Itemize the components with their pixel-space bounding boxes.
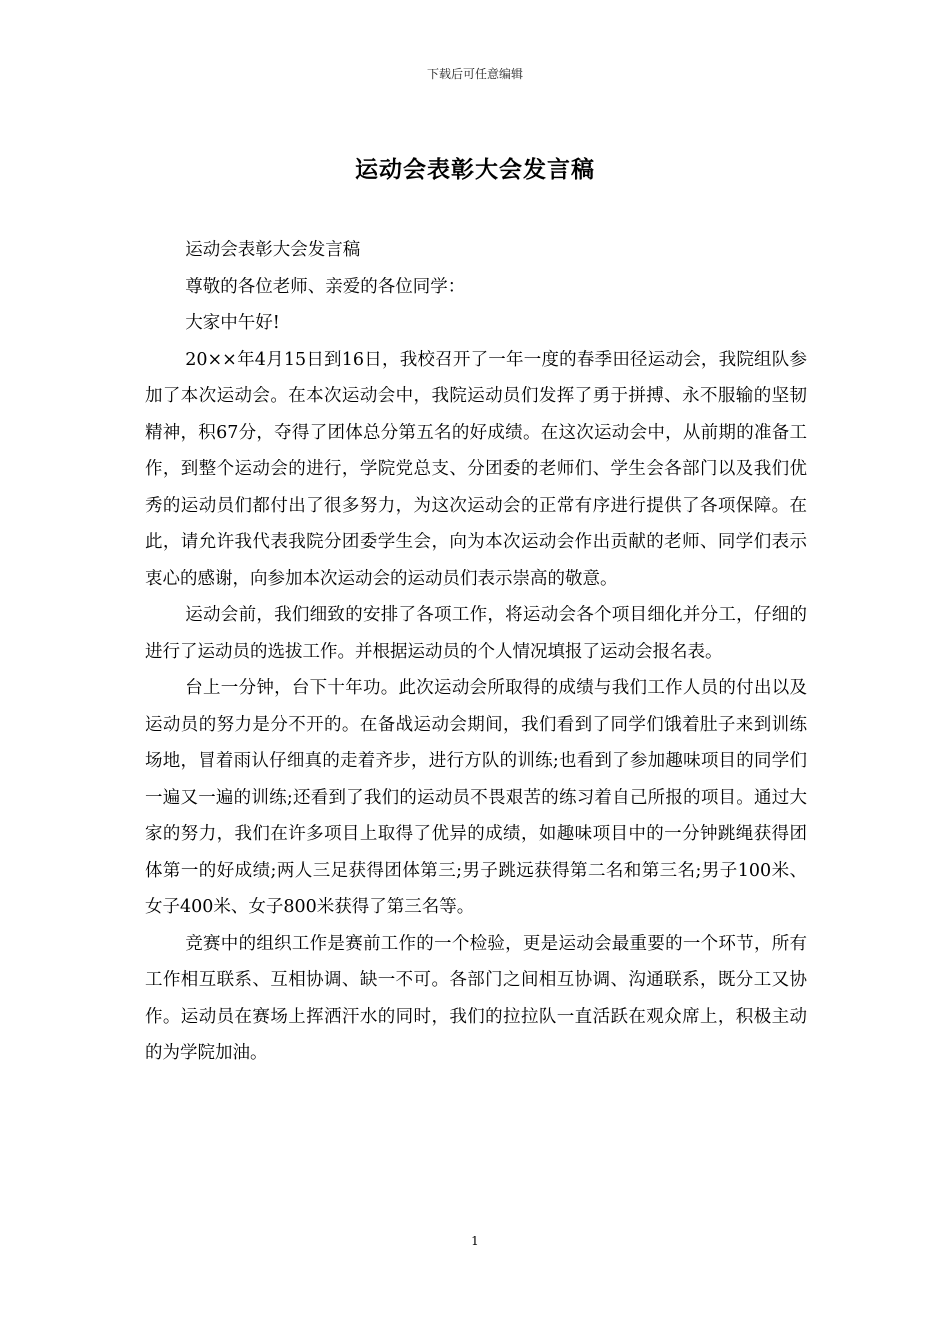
paragraph: 大家中午好! [185,313,280,333]
paragraph: 台上一分钟，台下十年功。此次运动会所取得的成绩与我们工作人员的付出以及运动员的努力是分不开的。在备战运动会期间，我们看到了同学们饿着肚子来到训练场地，冒着雨认仔细真的走着齐步，进行方队的训练;也看到了参加趣味项目的同学们一遍又一遍的训练;还看到了我们的运动员不畏艰苦的练习着自己所报的项目。通过大家的努力，我们在许多项目上取得了优异的成绩，如趣味项目中的一分钟跳绳获得团体第一的好成绩;两人三足获得团体第三;男子跳远获得第二名和第三名;男子100米、女子400米、女子800米获得了第三名等。 [145,678,807,917]
paragraph: 运动会前，我们细致的安排了各项工作，将运动会各个项目细化并分工，仔细的进行了运动员的选拔工作。并根据运动员的个人情况填报了运动会报名表。 [145,605,807,662]
page-number: 1 [471,1234,479,1248]
paragraph: 20××年4月15日到16日，我校召开了一年一度的春季田径运动会，我院组队参加了本次运动会。在本次运动会中，我院运动员们发挥了勇于拼搏、永不服输的坚韧精神，积67分，夺得了团体总分第五名的好成绩。在这次运动会中，从前期的准备工作，到整个运动会的进行，学院党总支、分团委的老师们、学生会各部门以及我们优秀的运动员们都付出了很多努力，为这次运动会的正常有序进行提供了各项保障。在此，请允许我代表我院分团委学生会，向为本次运动会作出贡献的老师、同学们表示衷心的感谢，向参加本次运动会的运动员们表示崇高的敬意。 [145,349,807,589]
paragraph: 运动会表彰大会发言稿 [185,240,361,260]
document-body [145,232,807,1072]
paragraph: 竞赛中的组织工作是赛前工作的一个检验，更是运动会最重要的一个环节，所有工作相互联系、互相协调、缺一不可。各部门之间相互协调、沟通联系，既分工又协作。运动员在赛场上挥洒汗水的同时，我们的拉拉队一直活跃在观众席上，积极主动的为学院加油。 [145,933,807,1063]
document-title: 运动会表彰大会发言稿 [355,157,595,183]
paragraph: 尊敬的各位老师、亲爱的各位同学： [185,276,466,297]
header-note: 下载后可任意编辑 [426,67,523,81]
